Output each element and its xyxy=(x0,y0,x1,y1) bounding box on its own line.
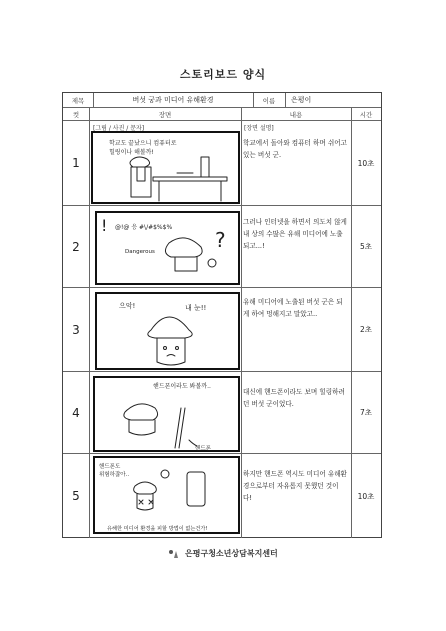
scene-duration: 10초 xyxy=(357,491,375,501)
scene-number: 5 xyxy=(72,489,80,503)
scene-duration: 5초 xyxy=(359,242,373,251)
page-title: 스토리보드 양식 xyxy=(179,68,267,81)
phone xyxy=(187,472,205,506)
monitor xyxy=(201,157,209,177)
org-name: 은평구청소년상담복지센터 xyxy=(185,549,278,558)
scene-number: 1 xyxy=(72,156,80,170)
scene-number: 2 xyxy=(72,239,80,254)
mushroom-cap xyxy=(130,157,150,167)
mushroom-cap xyxy=(124,404,158,420)
name-value: 은평이 xyxy=(291,96,312,104)
scene-duration: 10초 xyxy=(357,158,375,168)
symbols-text: @!@ 응 #\/#$%$% xyxy=(115,224,173,231)
mushroom-body xyxy=(129,420,155,435)
scene-number: 4 xyxy=(72,405,80,420)
desc-label: [장면 설명] xyxy=(244,125,274,132)
speech-text-2: 위험하잖아.. xyxy=(99,472,130,478)
column-header-row xyxy=(63,108,381,121)
mushroom-face xyxy=(175,257,197,271)
scream-text: 으악! xyxy=(119,302,136,310)
my-eyes-text: 내 눈!! xyxy=(185,304,207,312)
thought-text: 핸드폰이라도 봐볼까.. xyxy=(153,383,211,390)
col-time: 시간 xyxy=(359,110,373,119)
org-logo-icon xyxy=(168,549,180,559)
scene-label: [그림 / 사진 / 문자] xyxy=(93,125,145,132)
mushroom-cap xyxy=(134,482,157,494)
mushroom-cap xyxy=(165,238,202,257)
question-mark: ? xyxy=(215,228,226,252)
caption-text: 유해한 미디어 환경을 피할 방법이 없는건가! xyxy=(107,526,208,532)
drawing-computer-desk xyxy=(93,133,242,206)
drawing-dazed-mushroom xyxy=(97,294,242,372)
scene-row-2 xyxy=(63,206,381,288)
scene-description: 학교에서 돌아와 컴퓨터 하며 쉬어고 있는 버섯 군. xyxy=(243,139,347,159)
desk xyxy=(153,177,227,201)
drawing-phone xyxy=(95,378,242,454)
scene-description: 하지만 핸드폰 역시도 미디어 유해환경으로부터 자유롭지 못했던 것이다! xyxy=(243,470,347,502)
scene-number: 3 xyxy=(72,322,80,337)
left-eye xyxy=(164,347,167,350)
drawing-phone-danger xyxy=(95,458,242,536)
scene-description: 그러나 인터넷을 하면서 의도치 않게 내 상의 수많은 유해 미디어에 노출되고...! xyxy=(243,218,347,250)
scene-drawing-5 xyxy=(93,456,240,534)
chair xyxy=(131,167,151,197)
mushroom-stem xyxy=(137,167,145,181)
x-eyes xyxy=(139,500,153,504)
exclamation-mark: ! xyxy=(101,216,108,235)
phone-label: 핸드폰 xyxy=(195,446,211,452)
scene-row-4 xyxy=(63,372,381,454)
scene-row-5 xyxy=(63,454,381,538)
col-scene: 장면 xyxy=(158,110,172,119)
drawing-warning-screen xyxy=(97,213,242,287)
scene-row-3 xyxy=(63,288,381,372)
title-label: 제목 xyxy=(71,96,85,105)
skull-icon xyxy=(161,470,169,478)
scene-duration: 2초 xyxy=(359,325,373,334)
col-cut: 컷 xyxy=(72,110,80,119)
skull-icon xyxy=(208,259,216,267)
scene-description: 대신에 핸드폰이라도 보며 힐링하려던 버섯 군이었다. xyxy=(243,388,345,408)
speech-text-2: 힐링이나 해볼까! xyxy=(109,149,154,156)
footer xyxy=(0,548,446,559)
speech-text-1: 핸드폰도 xyxy=(99,464,121,470)
dangerous-text: Dangerous xyxy=(125,249,155,255)
scene-drawing-2 xyxy=(95,211,240,285)
col-content: 내용 xyxy=(289,110,303,119)
mouth xyxy=(167,355,175,357)
right-eye xyxy=(176,347,179,350)
storyboard-sheet xyxy=(62,92,382,538)
title-value: 버섯 궁과 미디어 유해환경 xyxy=(132,96,214,104)
mushroom-body xyxy=(157,338,185,365)
scene-row-1 xyxy=(63,121,381,206)
scene-duration: 7초 xyxy=(359,408,373,417)
scene-drawing-3 xyxy=(95,292,240,370)
speech-text-1: 학교도 끝났으니 컴퓨터로 xyxy=(109,140,177,147)
name-label: 이름 xyxy=(262,96,276,105)
scene-description: 유해 미디어에 노출된 버섯 군은 되게 하여 멍해지고 말았고.. xyxy=(243,298,343,318)
title-row xyxy=(63,93,381,108)
scene-drawing-1 xyxy=(91,131,240,204)
scene-drawing-4 xyxy=(93,376,240,452)
mushroom-cap xyxy=(148,317,192,338)
